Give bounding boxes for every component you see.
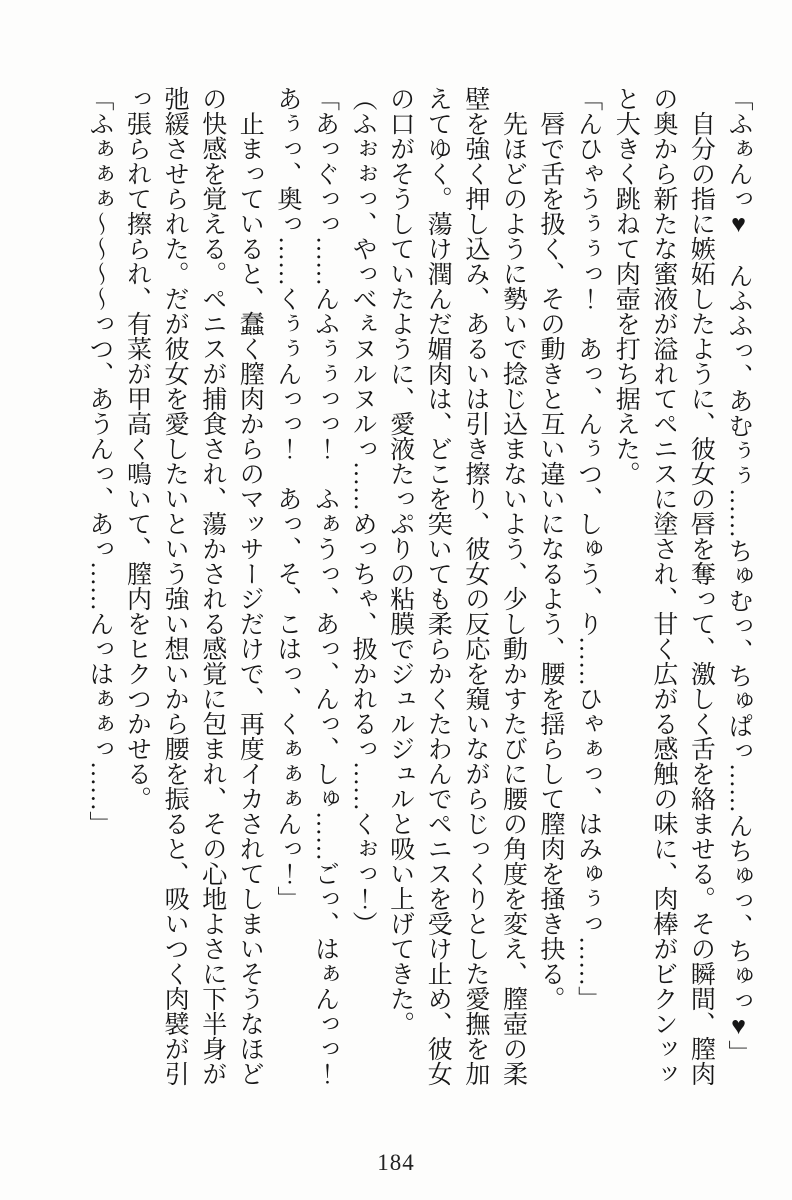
text-column: 壁を強く押し込み、あるいは引き擦り、彼女の反応を窺いながらじっくりとした愛撫を加 (461, 86, 489, 1086)
text-column: えてゆく。蕩け潤んだ媚肉は、どこを突いても柔らかくたわんでペニスを受け止め、彼女 (424, 86, 452, 1086)
text-column: 自分の指に嫉妬したように、彼女の唇を奪って、激しく舌を絡ませる。その瞬間、膣肉 (687, 111, 715, 1086)
text-column: の口がそうしていたように、愛液たっぷりの粘膜でジュルジュルと吸い上げてきた。 (386, 86, 414, 1036)
text-column: （ふぉぉっ、やっべぇヌルヌルっ……めっちゃ、扱かれるっ……くぉっ！） (349, 86, 377, 936)
text-column: 「ふぁんっ♥ んふふっ、あむぅぅ……ちゅむっ、ちゅぱっ……んちゅっ、ちゅっ♥」 (725, 86, 752, 1065)
text-column: 「ふぁぁぁ〜〜〜〜っつ、あうんっ、あっ……んっはぁぁっ……」 (85, 86, 113, 836)
page-number: 184 (377, 1150, 415, 1175)
text-column: 「んひゃうぅぅっ！ あっ、んぅつ、しゅう、り……ひゃぁっ、はみゅぅっ……」 (574, 86, 602, 1011)
text-column: 止まっていると、蠢く膣肉からのマッサージだけで、再度イカされてしまいそうなほど (236, 111, 264, 1086)
text-column: の奥から新たな蜜液が溢れてペニスに塗され、甘く広がる感触の味に、肉棒がビクンッッ (649, 86, 677, 1086)
text-column: 唇で舌を扱く、その動きと互い違いになるよう、腰を揺らして膣肉を掻き抉る。 (537, 111, 565, 1011)
text-column: 「あっぐっっ……んふぅぅっっ！ ふぁうっ、あっ、んっ、しゅ……ごっ、はぁんっっ！ (311, 86, 339, 1086)
text-column: あぅっ、奥っ……くぅぅんっっ！ あっ、そ、こはっ、くぁぁぁんっ！」 (273, 86, 301, 911)
text-column: と大きく跳ねて肉壺を打ち据えた。 (612, 86, 640, 486)
text-column: の快感を覚える。ペニスが捕食され、蕩かされる感覚に包まれ、その心地よさに下半身が (198, 86, 226, 1086)
vertical-text-block (80, 86, 757, 1111)
text-column: 弛緩させられた。だが彼女を愛したいという強い想いから腰を振ると、吸いつく肉襞が引 (161, 86, 189, 1086)
text-column: っ張られて擦られ、有菜が甲高く鳴いて、膣内をヒクつかせる。 (123, 86, 151, 811)
text-column: 先ほどのように勢いで捻じ込まないよう、少し動かすたびに腰の角度を変え、膣壺の柔 (499, 111, 527, 1086)
